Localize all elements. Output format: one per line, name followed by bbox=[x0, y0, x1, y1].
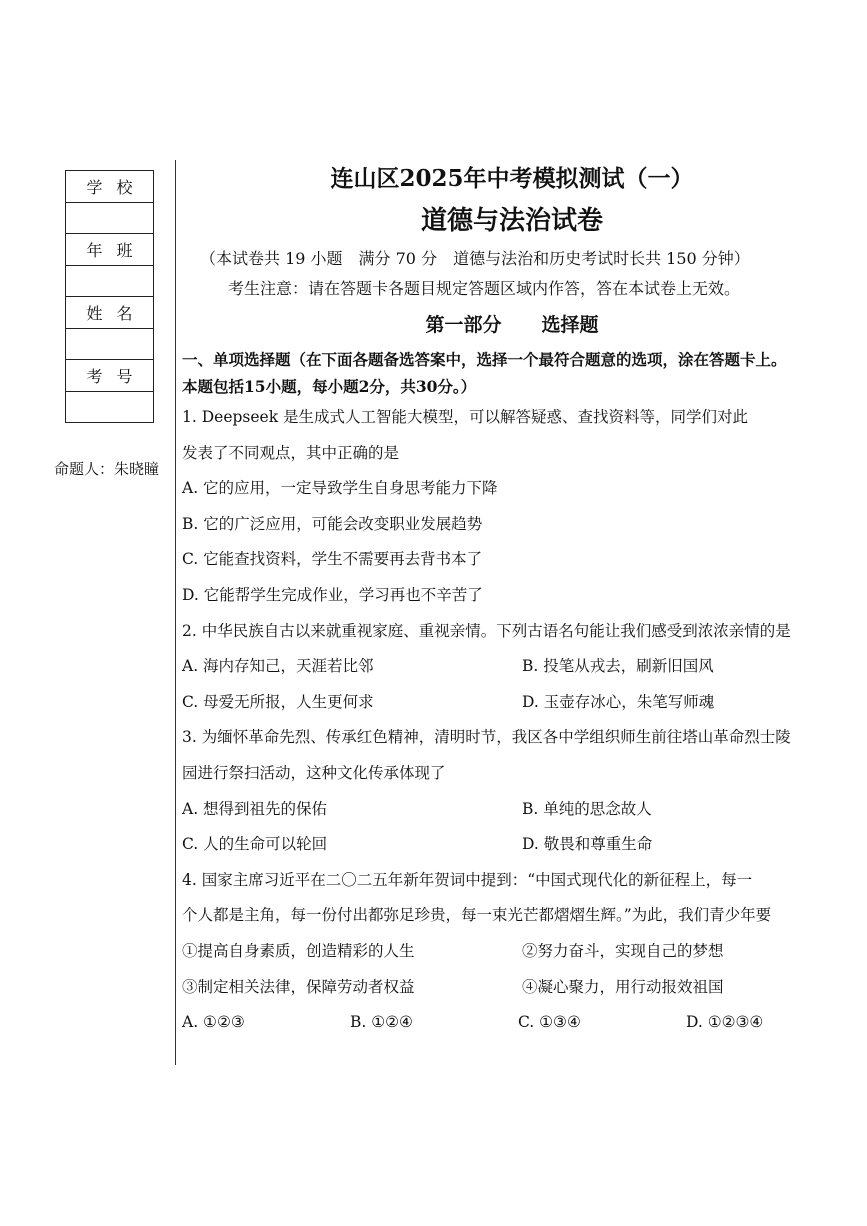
exam-title: 连山区2025年中考模拟测试（一） bbox=[330, 165, 694, 192]
exam-info-note: （本试卷共 19 小题 满分 70 分 道德与法治和历史考试时长共 150 分钟） bbox=[200, 249, 750, 268]
question-stem: 1. Deepseek 是生成式人工智能大模型，可以解答疑惑、查找资料等，同学们对此 bbox=[182, 408, 749, 426]
student-info-table bbox=[65, 170, 154, 423]
question-4 bbox=[182, 863, 822, 1041]
statement-1: ①提高自身素质，创造精彩的人生 bbox=[182, 941, 415, 960]
part-name: 选择题 bbox=[541, 314, 599, 336]
option-b: B. 投笔从戎去，刷新旧国风 bbox=[522, 657, 714, 676]
author-label: 命题人：朱晓瞳 bbox=[54, 460, 160, 478]
school-field bbox=[66, 202, 154, 234]
question-stem: 个人都是主角，每一份付出都弥足珍贵，每一束光芒都熠熠生辉。”为此，我们青少年要 bbox=[182, 906, 772, 925]
option-d: D. 玉壶存冰心，朱笔写师魂 bbox=[522, 692, 715, 711]
exam-no-field bbox=[66, 391, 154, 423]
question-3 bbox=[182, 720, 822, 862]
option-d: D. 敬畏和尊重生命 bbox=[522, 835, 653, 854]
exam-no-label: 考号 bbox=[66, 360, 154, 392]
section-instructions-line2: 本题包括15小题，每小题2分，共30分。） bbox=[182, 377, 477, 396]
option-a: A. 想得到祖先的保佑 bbox=[182, 799, 328, 818]
statement-4: ④凝心聚力，用行动报效祖国 bbox=[522, 977, 724, 996]
binding-line bbox=[175, 160, 176, 1065]
option-a: A. 它的应用，一定导致学生自身思考能力下降 bbox=[182, 479, 498, 498]
question-2 bbox=[182, 614, 822, 721]
section-instructions-line1: 一、单项选择题（在下面各题备选答案中，选择一个最符合题意的选项，涂在答题卡上。 bbox=[182, 350, 787, 369]
question-stem: 2. 中华民族自古以来就重视家庭、重视亲情。下列古语名句能让我们感受到浓浓亲情的是 bbox=[182, 621, 791, 640]
question-1 bbox=[182, 400, 822, 614]
option-a: A. 海内存知己，天涯若比邻 bbox=[182, 657, 374, 676]
section-instructions bbox=[182, 346, 822, 400]
name-label: 姓名 bbox=[66, 297, 154, 329]
option-b: B. ①②④ bbox=[350, 1013, 413, 1032]
class-label: 年班 bbox=[66, 234, 154, 266]
exam-subject-title: 道德与法治试卷 bbox=[420, 206, 603, 236]
part-one-title bbox=[182, 304, 822, 346]
option-b: B. 它的广泛应用，可能会改变职业发展趋势 bbox=[182, 514, 483, 533]
statement-2: ②努力奋斗，实现自己的梦想 bbox=[522, 941, 724, 960]
option-b: B. 单纯的思念故人 bbox=[522, 799, 652, 818]
question-stem: 4. 国家主席习近平在二〇二五年新年贺词中提到：“中国式现代化的新征程上，每一 bbox=[182, 870, 753, 889]
statement-3: ③制定相关法律，保障劳动者权益 bbox=[182, 977, 415, 996]
option-c: C. 母爱无所报，人生更何求 bbox=[182, 692, 374, 711]
option-c: C. ①③④ bbox=[518, 1013, 581, 1032]
part-number: 第一部分 bbox=[425, 314, 502, 336]
question-stem: 发表了不同观点，其中正确的是 bbox=[182, 443, 400, 462]
option-d: D. 它能帮学生完成作业，学习再也不辛苦了 bbox=[182, 585, 483, 604]
class-field bbox=[66, 265, 154, 297]
option-d: D. ①②③④ bbox=[686, 1013, 764, 1032]
exam-content bbox=[182, 160, 822, 1041]
school-label: 学校 bbox=[66, 171, 154, 203]
question-stem: 园进行祭扫活动，这种文化传承体现了 bbox=[182, 763, 446, 782]
candidate-notice: 考生注意：请在答题卡各题目规定答题区域内作答，答在本试卷上无效。 bbox=[228, 279, 741, 298]
name-field bbox=[66, 328, 154, 360]
option-a: A. ①②③ bbox=[182, 1013, 245, 1032]
option-c: C. 它能查找资料，学生不需要再去背书本了 bbox=[182, 550, 483, 569]
question-stem: 3. 为缅怀革命先烈、传承红色精神，清明时节，我区各中学组织师生前往塔山革命烈士陵 bbox=[182, 728, 791, 747]
option-c: C. 人的生命可以轮回 bbox=[182, 835, 328, 854]
